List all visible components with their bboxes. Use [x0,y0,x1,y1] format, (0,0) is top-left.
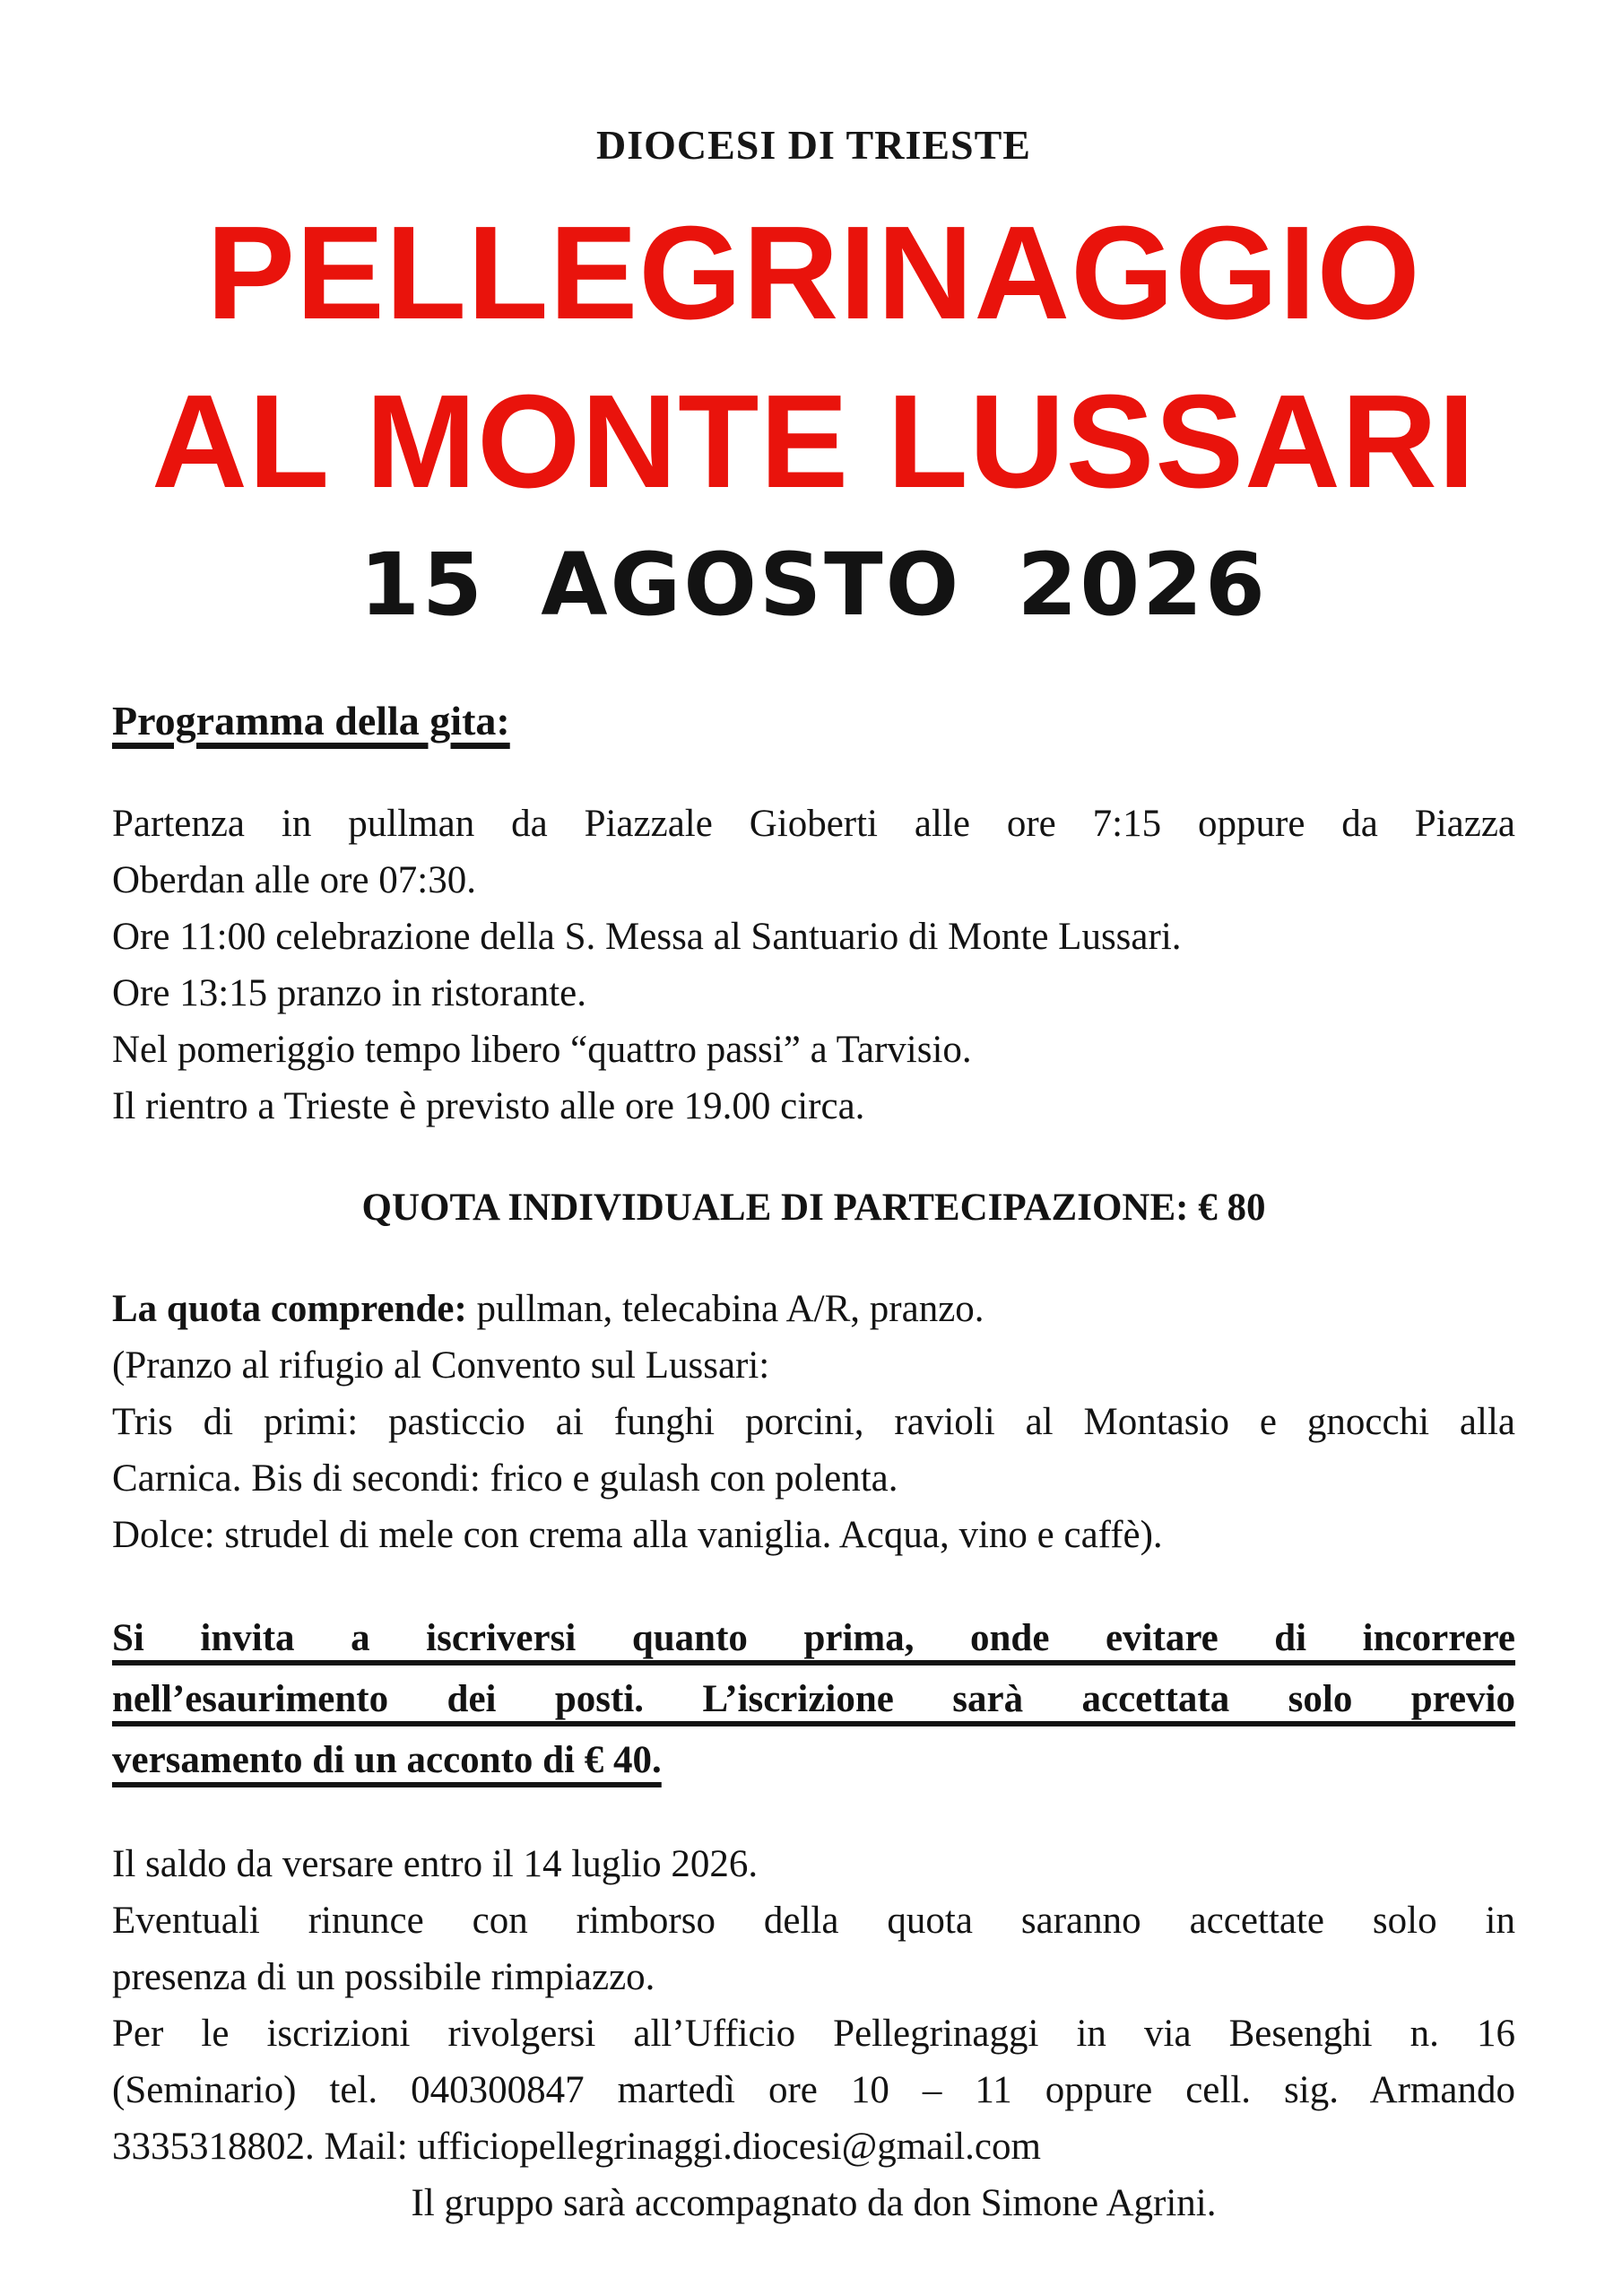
main-title [112,189,1515,526]
menu-line: (Pranzo al rifugio al Convento sul Lussari: [112,1344,770,1387]
program-line: Oberdan alle ore 07:30. [112,859,476,901]
main-title-line-2: AL MONTE LUSSARI [152,368,1476,516]
program-heading: Programma della gita: [112,698,510,744]
quota-include-line [112,1281,1515,1337]
invite-line: Si invita a iscriversi quanto prima, onde evitare di incorrere [112,1617,1515,1659]
invite-paragraph [112,1608,1515,1791]
program-line: Partenza in pullman da Piazzale Gioberti alle ore 7:15 oppure da Piazza [112,803,1515,845]
info-line: Per le iscrizioni rivolgersi all’Ufficio Pellegrinaggi in via Besenghi n. 16 [112,2013,1515,2055]
info-line: 3335318802. Mail: ufficiopellegrinaggi.diocesi@gmail.com [112,2126,1041,2168]
spacer [112,751,1515,796]
menu-line: Carnica. Bis di secondi: frico e gulash con polenta. [112,1457,898,1500]
invite-line: versamento di un acconto di € 40. [112,1739,662,1781]
menu-line: Tris di primi: pasticcio ai funghi porcini, ravioli al Montasio e gnocchi alla [112,1401,1515,1443]
info-line: Eventuali rinunce con rimborso della quota saranno accettate solo in [112,1900,1515,1942]
spacer [112,1135,1515,1179]
spacer [112,1236,1515,1281]
menu-line: Dolce: strudel di mele con crema alla vaniglia. Acqua, vino e caffè). [112,1514,1163,1556]
spacer [112,1791,1515,1836]
info-line: (Seminario) tel. 040300847 martedì ore 10 – 11 oppure cell. sig. Armando [112,2069,1515,2111]
program-line: Ore 13:15 pranzo in ristorante. [112,972,586,1014]
info-line: presenza di un possibile rimpiazzo. [112,1956,655,1998]
quota-heading: QUOTA INDIVIDUALE DI PARTECIPAZIONE: € 80 [361,1187,1266,1229]
quota-lead-bold: La quota comprende: [112,1288,467,1330]
event-date: 15 AGOSTO 2026 [360,535,1268,635]
closing-line: Il gruppo sarà accompagnato da don Simone Agrini. [411,2182,1217,2224]
main-title-line-1: PELLEGRINAGGIO [206,199,1421,347]
info-line: Il saldo da versare entro il 14 luglio 2026. [112,1843,759,1885]
flyer-body [112,692,1515,2231]
invite-line: nell’esaurimento dei posti. L’iscrizione sarà accettata solo previo [112,1678,1515,1720]
program-line: Il rientro a Trieste è previsto alle ore 19.00 circa. [112,1085,865,1127]
spacer [112,1563,1515,1608]
program-line: Ore 11:00 celebrazione della S. Messa al Santuario di Monte Lussari. [112,916,1182,958]
quota-lead-rest: pullman, telecabina A/R, pranzo. [466,1288,984,1330]
program-section [112,692,1515,751]
org-name: DIOCESI DI TRIESTE [595,122,1031,168]
program-line: Nel pomeriggio tempo libero “quattro passi” a Tarvisio. [112,1029,972,1071]
